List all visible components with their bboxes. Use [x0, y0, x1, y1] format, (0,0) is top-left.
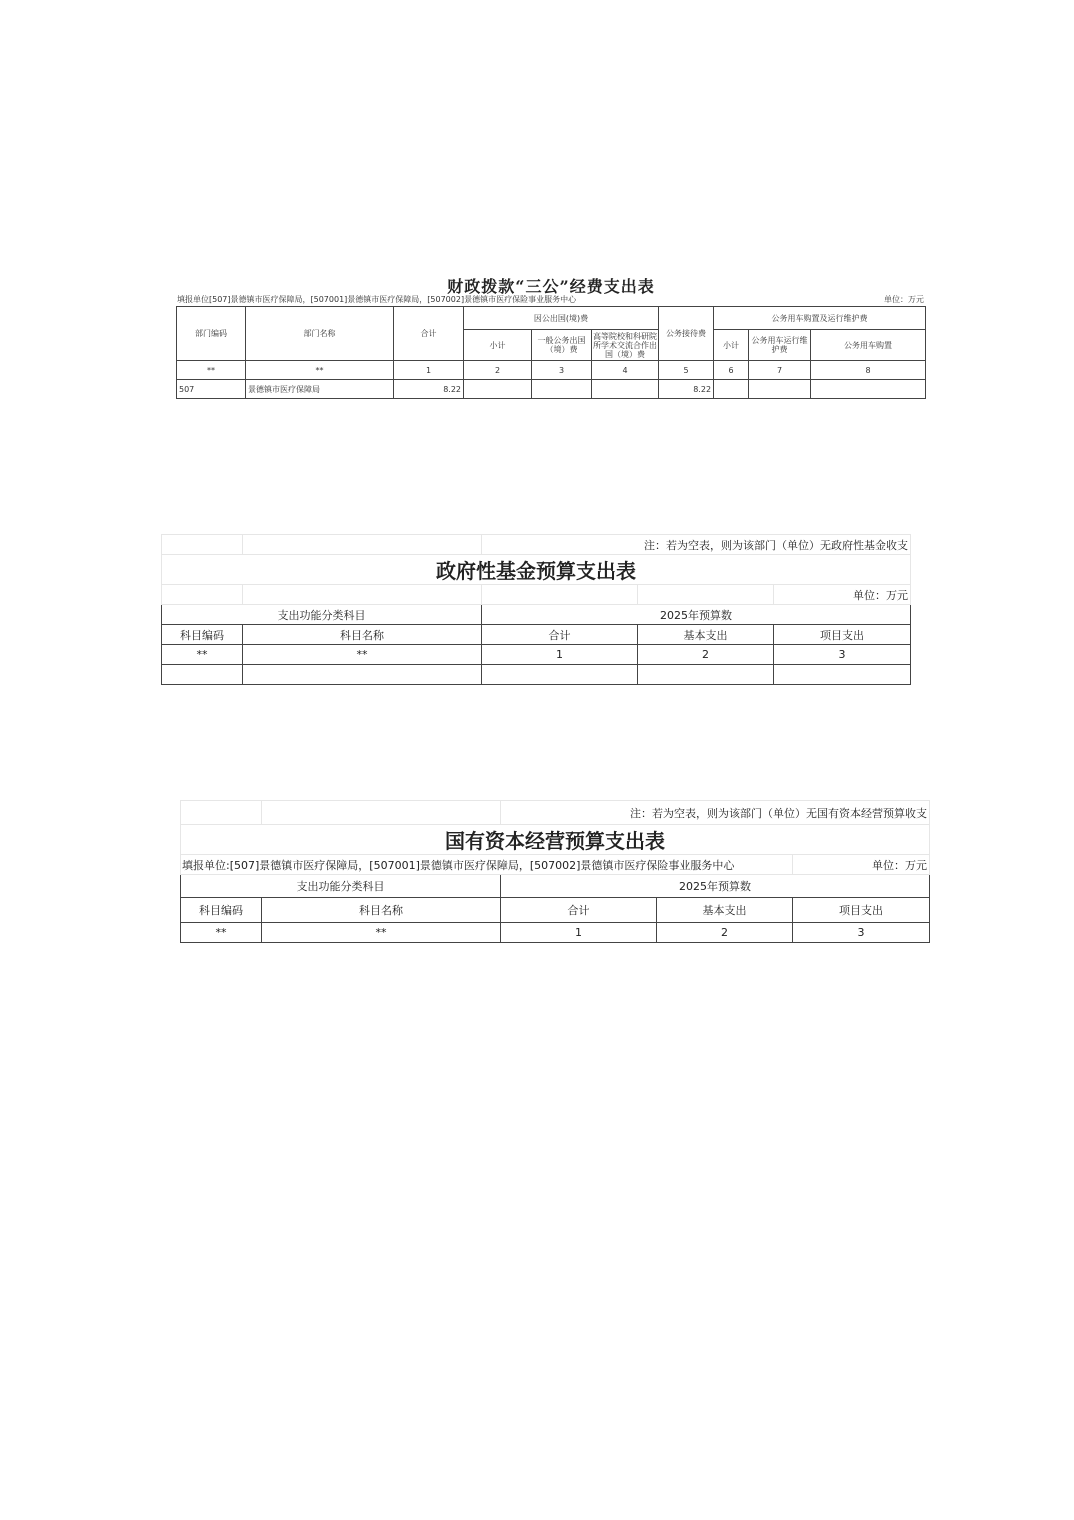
index-cell: 6 — [714, 361, 749, 380]
index-cell: ** — [177, 361, 246, 380]
header-budget-year: 2025年预算数 — [501, 875, 930, 898]
data-reception: 8.22 — [659, 380, 714, 399]
header-total: 合计 — [482, 625, 638, 645]
data-dept-code: 507 — [177, 380, 246, 399]
index-cell: 3 — [793, 923, 930, 943]
index-cell: ** — [246, 361, 394, 380]
table1-unit: 单位：万元 — [884, 295, 924, 304]
index-cell: ** — [162, 645, 243, 665]
state-capital-table — [180, 800, 930, 943]
header-basic: 基本支出 — [638, 625, 774, 645]
header-subject-code: 科目编码 — [181, 898, 262, 923]
index-cell: 8 — [811, 361, 926, 380]
table-row — [162, 645, 911, 665]
table3-title: 国有资本经营预算支出表 — [181, 825, 930, 855]
table3-filler-unit: 填报单位:[507]景德镇市医疗保障局，[507001]景德镇市医疗保障局，[507002]景德镇市医疗保险事业服务中心 — [181, 855, 793, 875]
government-fund-table — [161, 534, 911, 685]
index-cell: ** — [243, 645, 482, 665]
header-dept-name: 部门名称 — [246, 307, 394, 361]
header-abroad-academic: 高等院校和科研院所学术交流合作出国（境）费 — [593, 331, 658, 359]
index-cell: 2 — [657, 923, 793, 943]
data-total: 8.22 — [394, 380, 464, 399]
header-subject-code: 科目编码 — [162, 625, 243, 645]
index-cell: 2 — [464, 361, 532, 380]
header-project: 项目支出 — [793, 898, 930, 923]
table-row — [162, 665, 911, 685]
table3-unit: 单位：万元 — [793, 855, 930, 875]
header-budget-year: 2025年预算数 — [482, 605, 911, 625]
data-cell — [464, 380, 532, 399]
three-public-expense-table — [176, 306, 926, 399]
index-cell: 1 — [394, 361, 464, 380]
table1-filler-unit: 填报单位[507]景德镇市医疗保障局，[507001]景德镇市医疗保障局，[507002]景德镇市医疗保险事业服务中心 — [177, 295, 577, 304]
header-function-category: 支出功能分类科目 — [181, 875, 501, 898]
index-cell: 3 — [532, 361, 592, 380]
header-total: 合计 — [394, 307, 464, 361]
table-row — [181, 923, 930, 943]
table2-note: 注：若为空表，则为该部门（单位）无政府性基金收支 — [482, 535, 911, 555]
header-reception: 公务接待费 — [659, 307, 714, 361]
index-cell: 1 — [482, 645, 638, 665]
header-dept-code: 部门编码 — [177, 307, 246, 361]
table1-title: 财政拨款“三公”经费支出表 — [447, 277, 655, 296]
header-vehicle-subtotal: 小计 — [714, 330, 749, 361]
header-subject-name: 科目名称 — [243, 625, 482, 645]
header-basic: 基本支出 — [657, 898, 793, 923]
index-cell: 4 — [592, 361, 659, 380]
header-abroad-subtotal: 小计 — [464, 330, 532, 361]
table-row — [177, 380, 926, 399]
header-function-category: 支出功能分类科目 — [162, 605, 482, 625]
header-vehicle-operation: 公务用车运行维护费 — [749, 330, 811, 361]
table2-title: 政府性基金预算支出表 — [162, 555, 911, 585]
header-vehicle-purchase: 公务用车购置 — [811, 330, 926, 361]
index-cell: 2 — [638, 645, 774, 665]
table3-note: 注：若为空表，则为该部门（单位）无国有资本经营预算收支 — [501, 801, 930, 825]
header-vehicle-group: 公务用车购置及运行维护费 — [714, 307, 926, 330]
data-cell — [749, 380, 811, 399]
data-cell — [532, 380, 592, 399]
header-abroad-group: 因公出国(境)费 — [464, 307, 659, 330]
data-cell — [592, 380, 659, 399]
header-project: 项目支出 — [774, 625, 911, 645]
index-cell: 7 — [749, 361, 811, 380]
data-cell — [714, 380, 749, 399]
data-cell — [811, 380, 926, 399]
header-total: 合计 — [501, 898, 657, 923]
index-cell: ** — [262, 923, 501, 943]
table-row — [177, 361, 926, 380]
index-cell: 1 — [501, 923, 657, 943]
header-subject-name: 科目名称 — [262, 898, 501, 923]
index-cell: 5 — [659, 361, 714, 380]
index-cell: ** — [181, 923, 262, 943]
index-cell: 3 — [774, 645, 911, 665]
table2-unit: 单位：万元 — [774, 585, 911, 605]
header-abroad-general: 一般公务出国（境）费 — [532, 330, 592, 361]
data-dept-name: 景德镇市医疗保障局 — [246, 380, 394, 399]
